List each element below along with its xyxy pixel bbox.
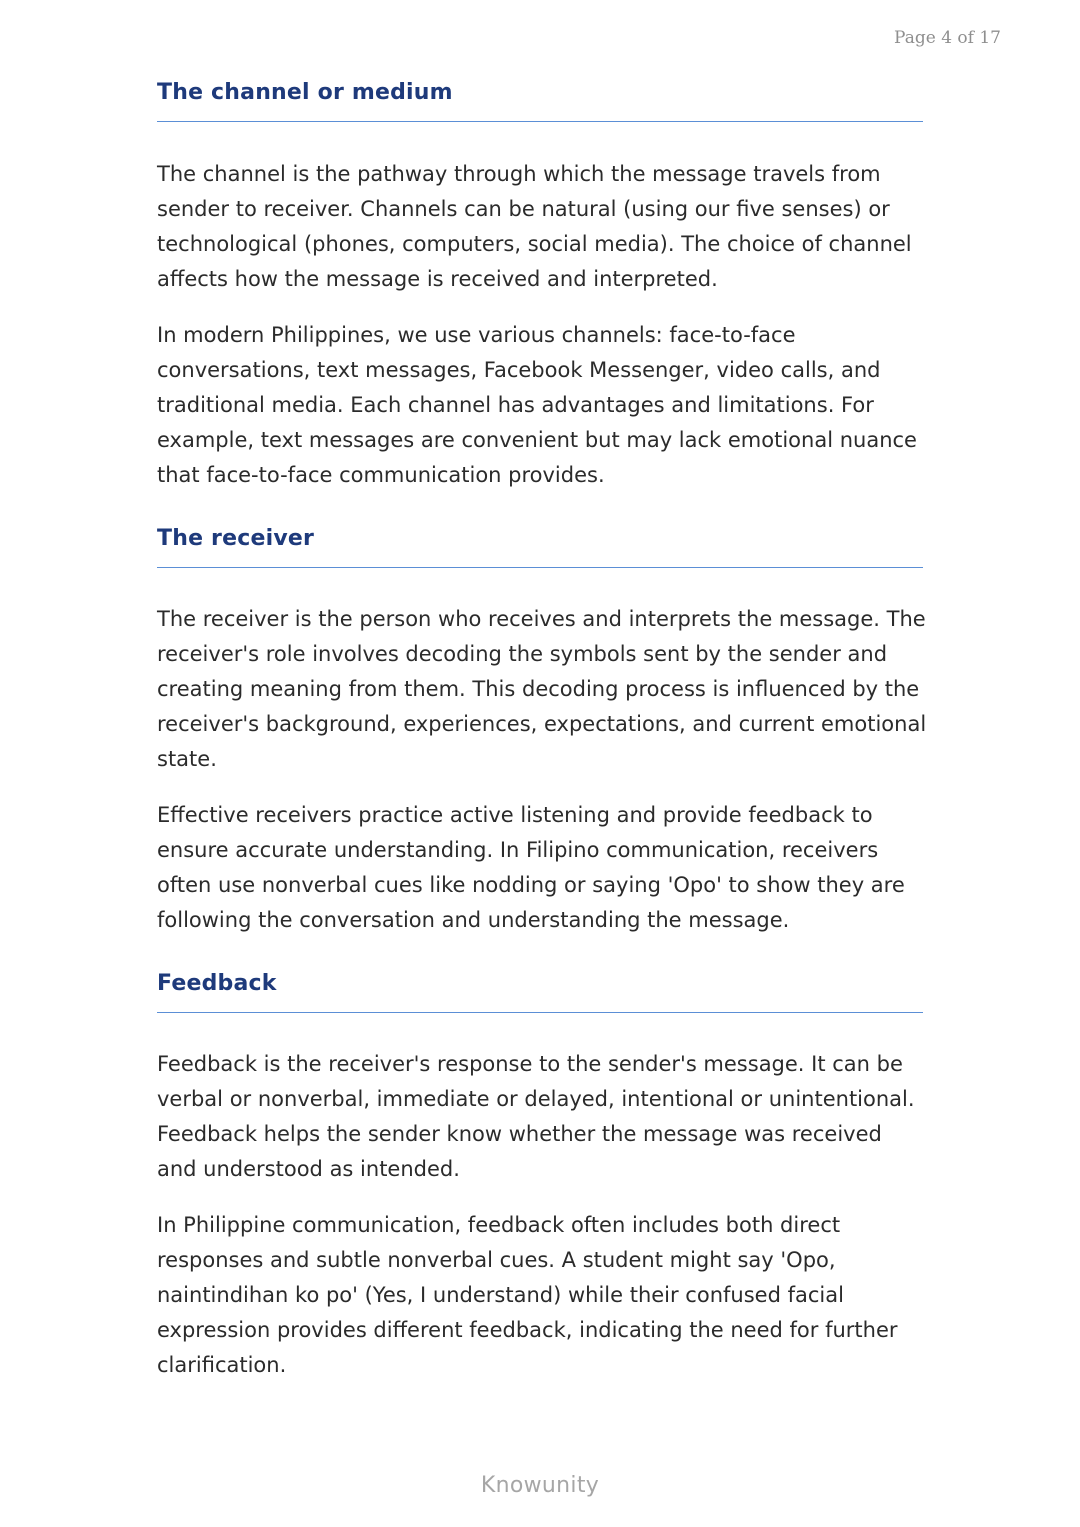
section-title-channel: The channel or medium bbox=[157, 80, 453, 105]
section-divider bbox=[157, 121, 923, 122]
section-divider bbox=[157, 1012, 923, 1013]
section-divider bbox=[157, 567, 923, 568]
paragraph: In Philippine communication, feedback often includes both direct responses and subtle nonverbal cues. A student might say 'Opo, naintindihan ko po' (Yes, I understand) while their confused facial expression provides different feedback, indicating the need for further clarification. bbox=[157, 1213, 898, 1377]
section-title-feedback: Feedback bbox=[157, 971, 277, 996]
section-title-receiver: The receiver bbox=[157, 526, 315, 551]
page-number: Page 4 of 17 bbox=[894, 28, 1001, 48]
paragraph: Effective receivers practice active listening and provide feedback to ensure accurate understanding. In Filipino communication, receivers often use nonverbal cues like nodding or saying 'Opo' to show they are following the conversation and understanding the message. bbox=[157, 803, 905, 932]
paragraph: The channel is the pathway through which the message travels from sender to receiver. Channels can be natural (using our five senses) or technological (phones, computers, social media). The choice of channel affects how the message is received and interpreted. bbox=[157, 162, 912, 291]
paragraph: Feedback is the receiver's response to the sender's message. It can be verbal or nonverbal, immediate or delayed, intentional or unintentional. Feedback helps the sender know whether the message was received and understood as intended. bbox=[157, 1052, 915, 1181]
paragraph: In modern Philippines, we use various channels: face-to-face conversations, text messages, Facebook Messenger, video calls, and traditional media. Each channel has advantages and limitations. For example, text messages are convenient but may lack emotional nuance that face-to-face communication provides. bbox=[157, 323, 917, 487]
knowunity-watermark: Knowunity bbox=[480, 1473, 600, 1498]
paragraph: The receiver is the person who receives and interprets the message. The receiver's role involves decoding the symbols sent by the sender and creating meaning from them. This decoding process is influenced by the receiver's background, experiences, expectations, and current emotional state. bbox=[157, 607, 927, 771]
